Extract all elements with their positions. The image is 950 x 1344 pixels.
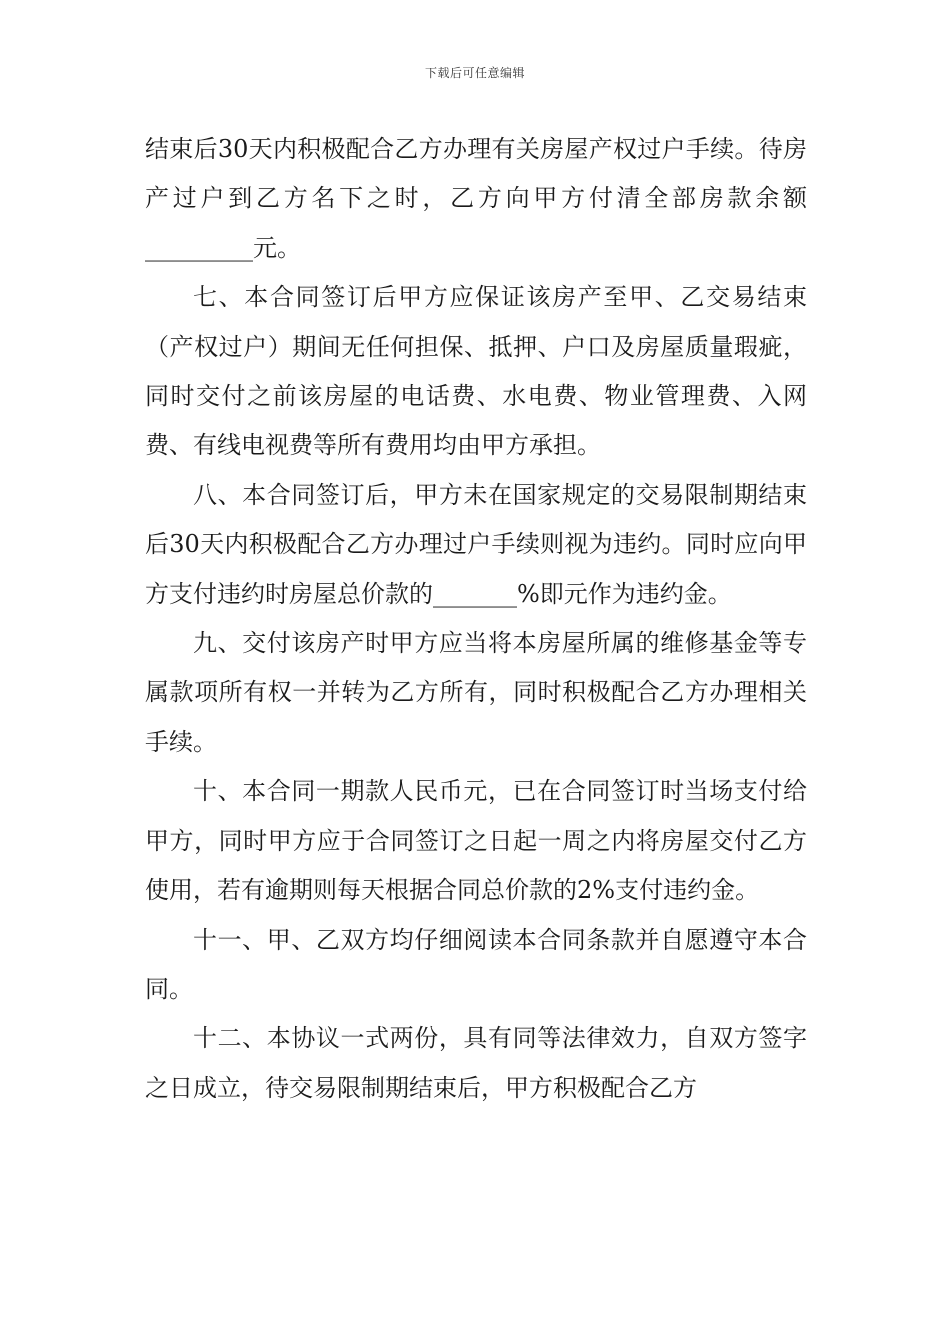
paragraph-continuation: 结束后30天内积极配合乙方办理有关房屋产权过户手续。待房产过户到乙方名下之时，乙方向甲方付清全部房款余额_________元。: [145, 135, 807, 262]
document-body: [145, 125, 807, 1113]
clause-10: 十、本合同一期款人民币元，已在合同签订时当场支付给甲方，同时甲方应于合同签订之日起一周之内将房屋交付乙方使用，若有逾期则每天根据合同总价款的2%支付违约金。: [145, 777, 807, 905]
clause-9: 九、交付该房产时甲方应当将本房屋所属的维修基金等专属款项所有权一并转为乙方所有，同时积极配合乙方办理相关手续。: [145, 629, 807, 756]
clause-12: 十二、本协议一式两份，具有同等法律效力，自双方签字之日成立，待交易限制期结束后，甲方积极配合乙方: [145, 1024, 807, 1102]
clause-8: 八、本合同签订后，甲方未在国家规定的交易限制期结束后30天内积极配合乙方办理过户手续则视为违约。同时应向甲方支付违约时房屋总价款的_______%即元作为违约金。: [145, 480, 807, 608]
clause-11: 十一、甲、乙双方均仔细阅读本合同条款并自愿遵守本合同。: [145, 925, 807, 1003]
clause-7: 七、本合同签订后甲方应保证该房产至甲、乙交易结束（产权过户）期间无任何担保、抵押、户口及房屋质量瑕疵，同时交付之前该房屋的电话费、水电费、物业管理费、入网费、有线电视费等所有费用均由甲方承担。: [145, 283, 807, 460]
page-header: 下载后可任意编辑: [424, 66, 525, 80]
